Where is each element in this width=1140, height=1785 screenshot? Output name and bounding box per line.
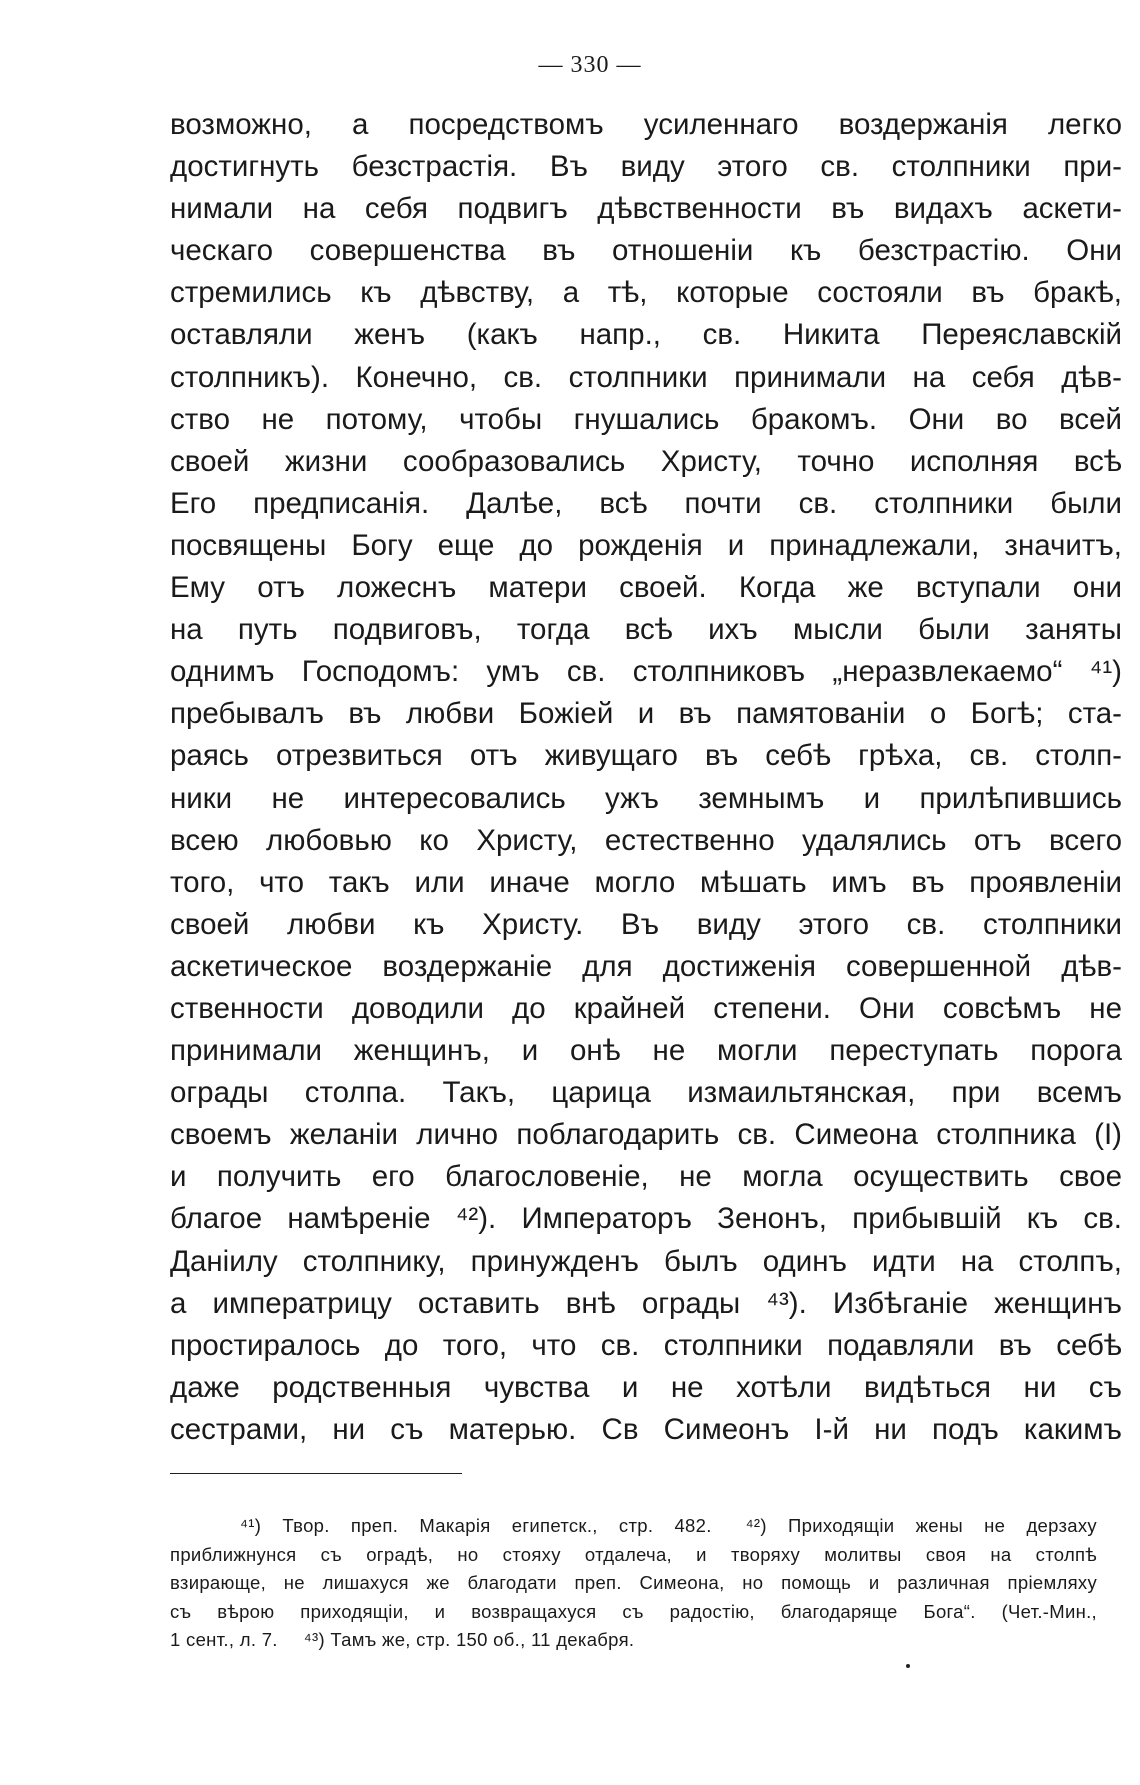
text-line: всею любовью ко Христу, естественно удалялись отъ всего (170, 823, 1122, 857)
footnote-line (170, 1626, 1097, 1655)
text-line: аскетическое воздержаніе для достиженія совершенной дѣв- (170, 949, 1122, 983)
text-line: однимъ Господомъ: умъ св. столпниковъ „неразвлекаемо“ ⁴¹) (170, 655, 1122, 689)
footnote-43: ⁴³) Тамъ же, стр. 150 об., 11 декабря. (303, 1629, 635, 1650)
text-line: стремились къ дѣвству, а тѣ, которые состояли въ бракѣ, (170, 276, 1122, 310)
footnote-separator (170, 1473, 462, 1474)
text-line: своей жизни сообразовались Христу, точно исполняя всѣ (170, 444, 1122, 478)
footnote-42: ⁴²) Приходящіи жены не дерзаху (745, 1515, 1097, 1536)
text-line: Даніилу столпнику, принужденъ былъ одинъ идти на столпъ, (170, 1244, 1122, 1278)
text-line: достигнуть безстрастія. Въ виду этого св. столпники при- (170, 150, 1122, 184)
text-line: нимали на себя подвигъ дѣвственности въ видахъ аскети- (170, 192, 1122, 226)
footnote-line: взирающе, не лишахуся же благодати преп. Симеона, но помощь и различная пріемляху (170, 1572, 1097, 1593)
footnote-42-source: 1 сент., л. 7. (170, 1629, 278, 1650)
text-line: того, что такъ или иначе могло мѣшать имъ въ проявленіи (170, 865, 1122, 899)
text-line: раясь отрезвиться отъ живущаго въ себѣ грѣха, св. столп- (170, 739, 1122, 773)
text-line: своемъ желаніи лично поблагодарить св. Симеона столпника (I) (170, 1118, 1122, 1152)
text-line: благое намѣреніе ⁴²). Императоръ Зенонъ, прибывшій къ св. (170, 1202, 1122, 1236)
print-speck (906, 1664, 910, 1668)
text-line: своей любви къ Христу. Въ виду этого св. столпники (170, 907, 1122, 941)
text-line: ники не интересовались ужъ земнымъ и прилѣпившись (170, 781, 1122, 815)
text-line: столпникъ). Конечно, св. столпники принимали на себя дѣв- (170, 360, 1122, 394)
text-line: Ему отъ ложеснъ матери своей. Когда же вступали они (170, 571, 1122, 605)
text-line: ограды столпа. Такъ, царица измаильтянская, при всемъ (170, 1076, 1122, 1110)
text-line: сестрами, ни съ матерью. Св Симеонъ I-й ни подъ какимъ (170, 1412, 1122, 1446)
text-line: ственности доводили до крайней степени. Они совсѣмъ не (170, 991, 1122, 1025)
text-line: пребывалъ въ любви Божіей и въ памятованіи о Богѣ; ста- (170, 697, 1122, 731)
page-number: — 330 — (538, 52, 642, 78)
text-line: оставляли женъ (какъ напр., св. Никита Переяславскій (170, 318, 1122, 352)
text-line: ство не потому, чтобы гнушались бракомъ. Они во всей (170, 402, 1122, 436)
main-text (170, 104, 1122, 1451)
text-line: простиралось до того, что св. столпники подавляли въ себѣ (170, 1328, 1122, 1362)
footnote-line: съ вѣрою приходящіи, и возвращахуся съ радостію, благодаряще Бога“. (Чет.-Мин., (170, 1600, 1097, 1622)
text-line: возможно, а посредствомъ усиленнаго воздержанія легко (170, 108, 1122, 141)
footnotes (170, 1512, 1097, 1655)
text-line: посвящены Богу еще до рожденія и принадлежали, значитъ, (170, 528, 1122, 562)
footnote-line: приближнунся съ оградѣ, но стояху отдалеча, и творяху молитвы своя на столпѣ (170, 1543, 1097, 1565)
text-line: ческаго совершенства въ отношеніи къ безстрастію. Они (170, 234, 1122, 268)
footnote-line (170, 1512, 1097, 1541)
text-line: на путь подвиговъ, тогда всѣ ихъ мысли были заняты (170, 613, 1122, 647)
footnote-41: ⁴¹) Твор. преп. Макарія египетск., стр. 482. (240, 1515, 712, 1536)
text-line: и получить его благословеніе, не могла осуществить свое (170, 1160, 1122, 1194)
text-line: Его предписанія. Далѣе, всѣ почти св. столпники были (170, 486, 1122, 520)
text-line: даже родственныя чувства и не хотѣли видѣться ни съ (170, 1370, 1122, 1404)
text-line: принимали женщинъ, и онѣ не могли переступать порога (170, 1034, 1122, 1068)
text-line: а императрицу оставить внѣ ограды ⁴³). Избѣганіе женщинъ (170, 1286, 1122, 1320)
